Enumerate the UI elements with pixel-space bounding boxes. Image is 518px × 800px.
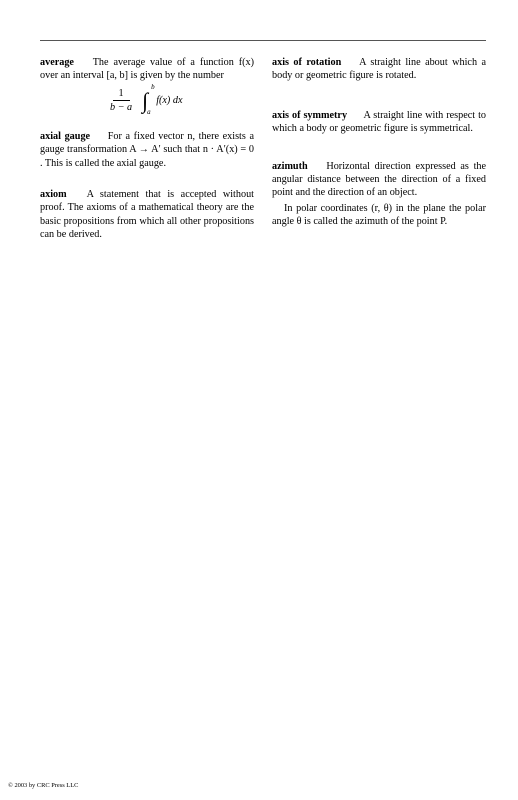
definition-axiom: A statement that is accepted without proof. The axioms of a mathematical theory are the basic propositions from which all other propositions can be derived. xyxy=(40,189,254,241)
formula-fraction xyxy=(104,88,138,114)
average-formula xyxy=(104,82,254,116)
formula-denominator: b − a xyxy=(110,101,133,113)
term-axis-of-rotation: axis of rotation xyxy=(272,57,342,68)
definition-axial-gauge: For a fixed vector n, there exists a gauge transformation A → A′ such that n · A′(x) = 0 . This is called the axial gauge. xyxy=(40,130,255,169)
azimuth-paragraph-2: In polar coordinates (r, θ) in the plane the polar angle θ is called the azimuth of the point P. xyxy=(272,202,486,228)
entry-azimuth xyxy=(272,160,486,200)
definition-axis-of-symmetry: A straight line with respect to which a body or geometric figure is symmetrical. xyxy=(272,109,487,135)
left-column xyxy=(40,56,254,242)
integral-upper-limit: b xyxy=(151,82,155,91)
formula-integrand: f(x) dx xyxy=(156,95,183,107)
integral-lower-limit: a xyxy=(147,107,151,116)
right-column xyxy=(272,56,486,229)
integral-glyph: ∫ xyxy=(142,87,149,113)
definition-average: The average value of a function f(x) over an interval [a, b] is given by the number xyxy=(40,57,254,82)
header-rule xyxy=(40,40,486,41)
definition-azimuth: Horizontal direction expressed as the angular distance between the direction of a fixed point and the direction of an object. xyxy=(272,160,487,199)
term-average: average xyxy=(40,57,74,68)
integral-sign xyxy=(142,82,155,116)
entry-axiom xyxy=(40,188,254,242)
term-axiom: axiom xyxy=(40,189,67,201)
entry-axial-gauge xyxy=(40,130,254,170)
formula-numerator: 1 xyxy=(113,88,130,101)
copyright-footer: © 2003 by CRC Press LLC xyxy=(8,782,79,789)
term-azimuth: azimuth xyxy=(272,160,308,172)
entry-axis-of-rotation xyxy=(272,56,486,83)
term-axial-gauge: axial gauge xyxy=(40,130,91,142)
definition-axis-of-rotation: A straight line about which a body or geometric figure is rotated. xyxy=(272,57,486,82)
term-axis-of-symmetry: axis of symmetry xyxy=(272,109,348,121)
entry-average xyxy=(40,56,254,83)
entry-axis-of-symmetry xyxy=(272,109,486,136)
